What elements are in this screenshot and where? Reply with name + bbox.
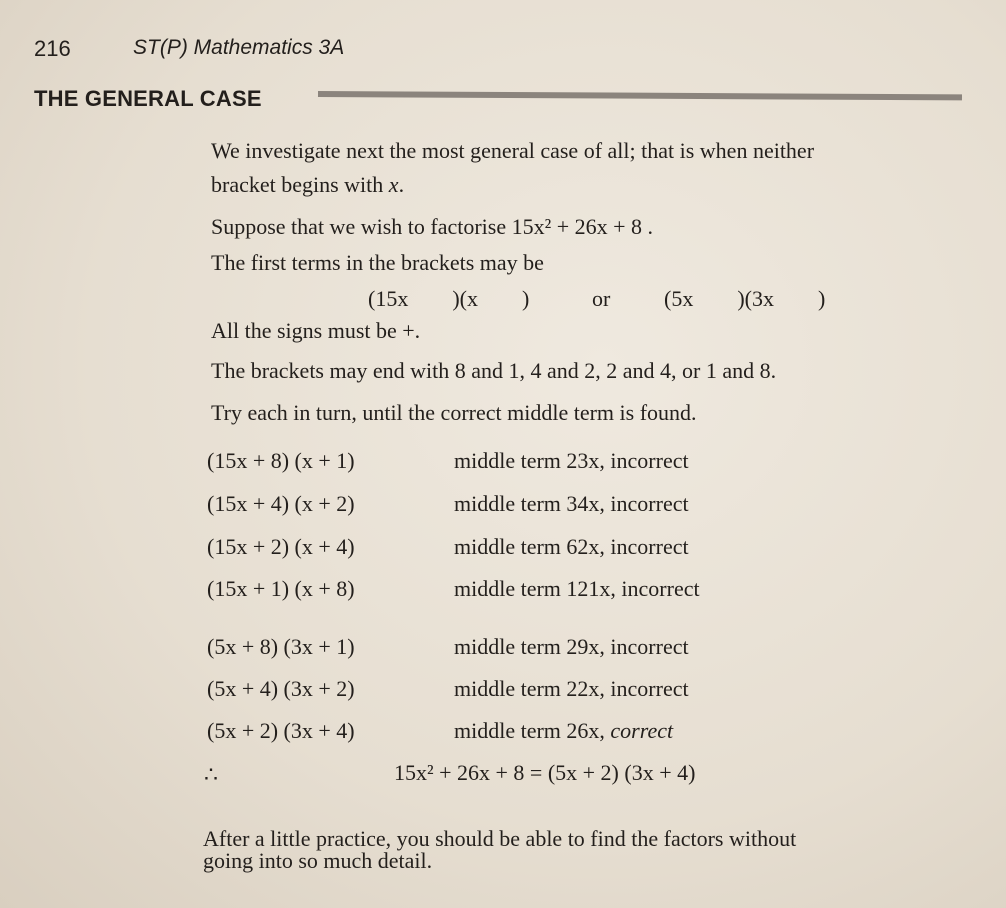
endings-text: The brackets may end with 8 and 1, 4 and 2, 2 and 4, or 1 and 8. xyxy=(211,358,777,383)
trial-result: middle term 29x, incorrect xyxy=(454,634,689,659)
first-terms-text: The first terms in the brackets may be xyxy=(211,250,544,275)
trial-result: middle term 22x, incorrect xyxy=(454,676,689,701)
trial-factors: (5x + 2) (3x + 4) xyxy=(207,718,355,743)
trial-result: middle term 23x, incorrect xyxy=(454,448,689,473)
trial-factors: (5x + 8) (3x + 1) xyxy=(207,634,355,659)
closing-line-2: going into so much detail. xyxy=(203,848,433,873)
trial-result: middle term 34x, incorrect xyxy=(454,491,689,516)
trial-factors: (5x + 4) (3x + 2) xyxy=(207,676,355,701)
option-or: or xyxy=(592,286,611,311)
section-heading: THE GENERAL CASE xyxy=(34,86,262,111)
trial-factors: (15x + 1) (x + 8) xyxy=(207,576,355,601)
conclusion-equation: 15x² + 26x + 8 = (5x + 2) (3x + 4) xyxy=(394,760,696,785)
option-b: (5x )(3x ) xyxy=(664,286,826,311)
trial-result: middle term 121x, incorrect xyxy=(454,576,700,601)
option-a: (15x )(x ) xyxy=(368,286,530,311)
intro-line-1: We investigate next the most general case of all; that is when neither xyxy=(211,138,815,163)
trial-factors: (15x + 4) (x + 2) xyxy=(207,491,355,516)
try-each-text: Try each in turn, until the correct middle term is found. xyxy=(211,400,697,425)
suppose-text: Suppose that we wish to factorise 15x² + 26x + 8 . xyxy=(211,214,654,239)
intro-line-2: bracket begins with x. xyxy=(211,172,405,197)
closing-line-1: After a little practice, you should be able to find the factors without xyxy=(203,826,797,851)
book-title: ST(P) Mathematics 3A xyxy=(133,36,345,59)
trial-factors: (15x + 2) (x + 4) xyxy=(207,534,355,559)
trial-factors: (15x + 8) (x + 1) xyxy=(207,448,355,473)
page-number: 216 xyxy=(34,36,71,61)
heading-rule xyxy=(318,91,962,100)
trial-result: middle term 26x, correct xyxy=(454,718,674,743)
trial-result: middle term 62x, incorrect xyxy=(454,534,689,559)
therefore-symbol: ∴ xyxy=(204,762,218,787)
signs-text: All the signs must be +. xyxy=(211,318,421,343)
